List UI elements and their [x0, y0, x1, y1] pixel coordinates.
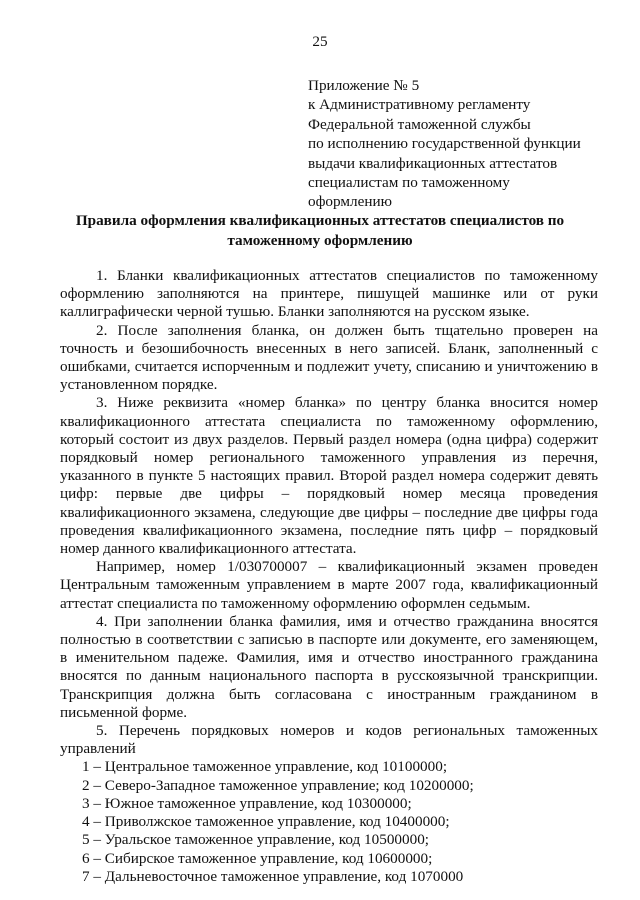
list-item: 4 – Приволжское таможенное управление, код 10400000;: [82, 813, 450, 831]
paragraph: 4. При заполнении бланка фамилия, имя и отчество гражданина вносятся полностью в соответствии с записью в паспорте или документе, его заменяющем, в именительном падеже. Фамилия, имя и отчество иностранного гражданина вносятся по данным национального паспорта в русскоязычной транскрипции. Транскрипция должна быть согласована с иностранным гражданином в письменной форме.: [60, 612, 598, 721]
appendix-line: специалистам по таможенному: [308, 174, 510, 192]
customs-list: [60, 758, 598, 885]
list-item: 7 – Дальневосточное таможенное управление, код 1070000: [82, 867, 464, 885]
list-item: 5 – Уральское таможенное управление, код 10500000;: [82, 831, 430, 849]
list-item: 6 – Сибирское таможенное управление, код 10600000;: [82, 849, 433, 867]
paragraph: 5. Перечень порядковых номеров и кодов региональных таможенных управлений: [60, 722, 598, 758]
document-title: [40, 211, 600, 251]
list-item: 1 – Центральное таможенное управление, код 10100000;: [82, 758, 448, 776]
appendix-line: к Административному регламенту: [308, 96, 531, 114]
paragraph: 3. Ниже реквизита «номер бланка» по центру бланка вносится номер квалификационного аттестата специалиста по таможенному оформлению, который состоит из двух разделов. Первый раздел номера (одна цифра) содержит порядковый номер регионального таможенного управления из перечня, указанного в пункте 5 настоящих правил. Второй раздел номера содержит девять цифр: первые две цифры – порядковый номер месяца проведения квалификационного экзамена, следующие две цифры – последние две цифры года проведения квалификационного экзамена, последние пять цифр – порядковый номер данного квалификационного аттестата.: [60, 394, 598, 558]
appendix-line: Приложение № 5: [308, 77, 420, 94]
page-number: 25: [312, 33, 328, 50]
appendix-line: по исполнению государственной функции: [308, 135, 581, 153]
appendix-block: [308, 76, 608, 212]
list-item: 2 – Северо-Западное таможенное управление; код 10200000;: [82, 776, 474, 794]
document-body: [60, 267, 598, 886]
paragraph: 1. Бланки квалификационных аттестатов специалистов по таможенному оформлению заполняются на принтере, пишущей машинке или от руки каллиграфически черной тушью. Бланки заполняются на русском языке.: [60, 267, 598, 321]
list-item: 3 – Южное таможенное управление, код 10300000;: [82, 794, 412, 812]
appendix-line: оформлению: [308, 193, 392, 211]
title-line: таможенному оформлению: [227, 232, 413, 249]
paragraph: Например, номер 1/030700007 – квалификационный экзамен проведен Центральным таможенным управлением в марте 2007 года, квалификационный аттестат специалиста по таможенному оформлению оформлен седьмым.: [60, 558, 598, 612]
title-line: Правила оформления квалификационных аттестатов специалистов по: [75, 212, 565, 229]
paragraph: 2. После заполнения бланка, он должен быть тщательно проверен на точность и безошибочность внесенных в него записей. Бланк, заполненный с ошибками, считается испорченным и подлежит учету, списанию и уничтожению в установленном порядке.: [60, 321, 598, 394]
appendix-line: выдачи квалификационных аттестатов: [308, 154, 558, 172]
appendix-line: Федеральной таможенной службы: [308, 115, 531, 133]
